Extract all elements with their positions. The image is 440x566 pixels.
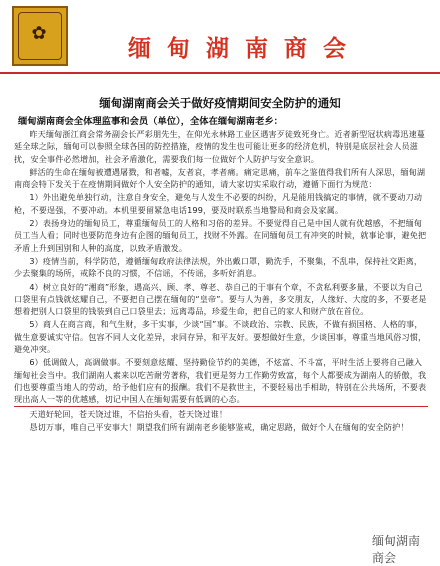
paragraph-rule-3: 3）疫情当前，科学防范，遵循缅甸政府法律法规，外出戴口罩，勤洗手，不聚集，不乱串，保持社交距离，少去聚集的场所，戒除不良的习惯，不信谣，不传谣，多听好消息。 [14,255,423,279]
signature: 缅甸湖南商会 [372,534,421,565]
paragraph-proverb: 天道好轮回，苍天饶过谁，不信抬头看，苍天饶过谁！ [29,408,228,419]
paragraph-reflection: 鲜活的生命在缅甸被遭遇屠戮，和者嘘，友者哀，孝者痛。痛定思痛，前车之鉴值得我们所有人深思，缅甸湖南商会特下发关于在疫情期间做好个人安全防护的通知，请大家切实采取行动，遵循下面行为规范： [14,166,426,190]
notice-body [14,128,428,434]
chamber-logo-icon [12,6,68,66]
paragraph-rule-1: 1）外出避免单独行动，注意自身安全，避免与人发生不必要的纠纷，凡是能用钱搞定的事情，就不要动刀动枪，不要逞强，不要冲动。本机里要留紧急电话199，要及时联系当地警局和商会及家属。 [14,192,423,215]
notice-title: 缅甸湖南商会关于做好疫情期间安全防护的通知 [99,96,341,110]
paragraph-rule-6: 6）低调做人，高调做事。不要刻意炫耀、坚持勤俭节约的美德，不炫富、不斗富，平时生活上要将自己融入缅甸社会当中。我们湖南人素来以吃苦耐劳著称，我们更是努力工作勤劳致富，每个人都要成为湖南人的骄傲，我们也要尊重当地人的劳动，给予他们应有的报酬。我们不是救世主，不要轻易出手相助，特别在公共场所，不要表现出高人一等的优越感，切记中国人在缅甸需要有低调的心态。 [14,356,428,406]
paragraph-intro: 昨天缅甸浙江商会常务副会长严彩朋先生，在仰光永林路工业区遇害歹徒致死身亡。近者新型冠状病毒迅速蔓延全球之际，缅甸可以参照全球各国的防控措施，疫情的发生也可能让更多的经济危机，特别是底层社会人员滋扰，安全事件必然增加，社会矛盾激化，需要我们每一位做好个人防护与安全意识。 [14,129,426,164]
paragraph-rule-5: 5）商人在商言商，和气生财，多干实事，少谈“国”事。不谈政治、宗教、民族，不做有损国格、人格的事，做生意要诚实守信。包容不同人文化差异，求同存异，和平友好。要想做好生意，少谈国事，尊重当地风俗习惯，避免冲突。 [14,319,427,355]
paragraph-rule-4: 4）树立良好的“湘商”形象，遇高兴、顾、孝、尊老、恭自己的于事有个章，不贪私利要多量，不要以为自己口袋里有点钱就炫耀自己，不要把自己摆在缅甸的“皇帝”。要与人为善，多交朋友，人缘好、大度的多，不要老是想着把别人口袋里的钱装到自己口袋里去；远离毒品，珍爱生命，把自己的家人和财产放在首位。 [14,281,427,317]
paragraph-rule-2: 2）表扬身边的缅甸员工，尊重缅甸员工的人格和习俗的差异。不要觉得自己是中国人就有优越感，不把缅甸员工当人看；同时也要防范身边有企图的缅甸员工，找财不外露。在同缅甸员工有冲突的时候，就事论事，避免把矛盾上升到国别和人种的高度，以致矛盾激发。 [14,218,427,253]
salutation: 缅甸湖南商会全体理监事和会员（单位），全体在缅甸湖南老乡： [18,116,283,127]
paragraph-closing: 恳切万事，唯自己平安事大！期望我们所有湖南老乡能够鉴戒，确定思路，做好个人在缅甸的安全防护！ [29,421,409,432]
header-divider [0,72,440,74]
organization-name: 缅甸湖南商会 [128,35,362,62]
logo-emblem-icon: ✿ [31,23,47,44]
letterhead [0,0,440,92]
